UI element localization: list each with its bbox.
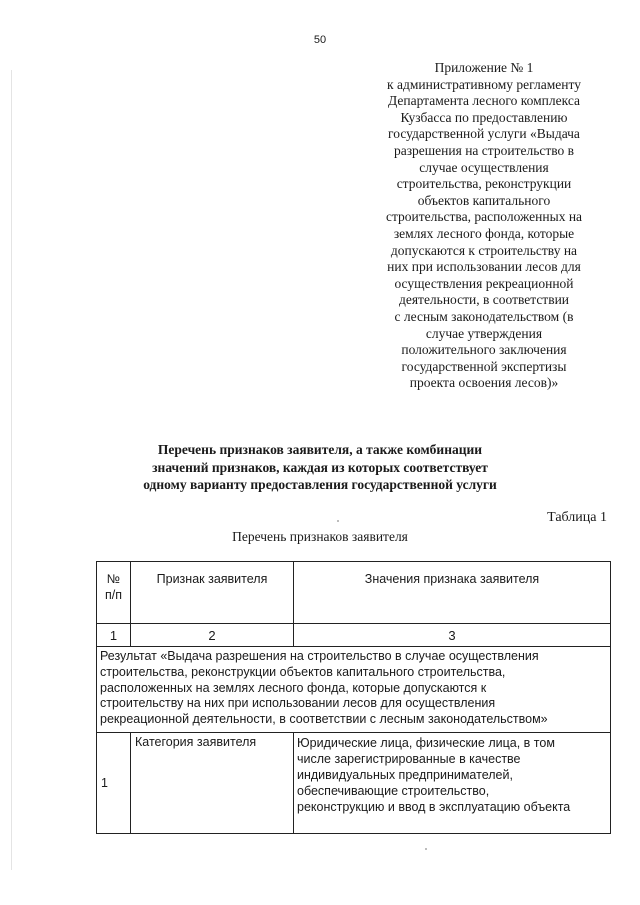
row-sign: Категория заявителя [131, 732, 294, 833]
appendix-line: них при использовании лесов для [387, 259, 581, 275]
appendix-line: допускаются к строительству на [390, 242, 578, 258]
header-num-symbol: № [106, 572, 121, 586]
title-line: одному варианту предоставления государственной услуги [143, 477, 497, 492]
index-cell: 3 [294, 624, 611, 647]
table-number: Таблица 1 [547, 510, 607, 525]
table-row [97, 732, 611, 833]
value-line: индивидуальных предпринимателей, [297, 767, 513, 782]
value-line: Юридические лица, физические лица, в том [297, 735, 555, 750]
header-num-abbr: п/п [104, 588, 122, 602]
appendix-line: государственной услуги «Выдача [388, 126, 580, 142]
applicant-signs-table [96, 561, 611, 834]
appendix-line: положительного заключения [401, 342, 567, 358]
result-line: рекреационной деятельности, в соответствии с лесным законодательством» [100, 712, 548, 727]
value-line: числе зарегистрированные в качестве [297, 751, 521, 766]
value-line: обеспечивающие строительство, [297, 783, 490, 798]
table-index-row [97, 624, 611, 647]
appendix-block [355, 60, 613, 392]
table-caption: Перечень признаков заявителя [232, 529, 408, 544]
title-line: Перечень признаков заявителя, а также комбинации [157, 442, 483, 457]
appendix-line: разрешения на строительство в [393, 142, 575, 158]
document-title [80, 441, 560, 494]
scan-dot [337, 520, 339, 522]
appendix-line: объектов капитального [417, 192, 551, 208]
appendix-line: государственной экспертизы [401, 358, 567, 374]
appendix-line: строительства, расположенных на [385, 209, 583, 225]
title-line: значений признаков, каждая из которых соответствует [152, 459, 488, 475]
appendix-line: Департамента лесного комплекса [388, 93, 580, 109]
result-line: расположенных на землях лесного фонда, которые допускаются к [100, 680, 487, 695]
header-values: Значения признака заявителя [294, 562, 611, 624]
appendix-line: с лесным законодательством (в [394, 308, 574, 324]
appendix-line: Кузбасса по предоставлению [400, 109, 568, 125]
appendix-line: Приложение № 1 [434, 60, 534, 75]
appendix-line: случае осуществления [419, 159, 549, 175]
header-num [97, 562, 131, 624]
appendix-line: строительства, реконструкции [396, 176, 572, 192]
appendix-line: проекта освоения лесов)» [409, 375, 559, 391]
scan-dot [425, 848, 427, 850]
appendix-line: деятельности, в соответствии [398, 292, 570, 308]
row-values [294, 732, 611, 833]
appendix-line: случае утверждения [425, 325, 543, 341]
appendix-line: к административному регламенту [387, 76, 581, 92]
index-cell: 2 [131, 624, 294, 647]
page-number: 50 [313, 34, 327, 46]
value-line: реконструкцию и ввод в эксплуатацию объекта [297, 799, 571, 814]
result-line: строительства, реконструкции объектов капитального строительства, [100, 664, 506, 679]
appendix-line: осуществления рекреационной [394, 275, 574, 291]
table-header-row [97, 562, 611, 624]
result-cell [97, 647, 611, 733]
result-line: строительству на них при использовании лесов для осуществления [100, 696, 496, 711]
scan-edge-mark [11, 70, 12, 870]
result-row [97, 647, 611, 733]
result-line: Результат «Выдача разрешения на строительство в случае осуществления [100, 649, 539, 663]
row-number: 1 [97, 732, 131, 833]
appendix-line: землях лесного фонда, которые [393, 225, 575, 241]
header-sign: Признак заявителя [131, 562, 294, 624]
index-cell: 1 [97, 624, 131, 647]
